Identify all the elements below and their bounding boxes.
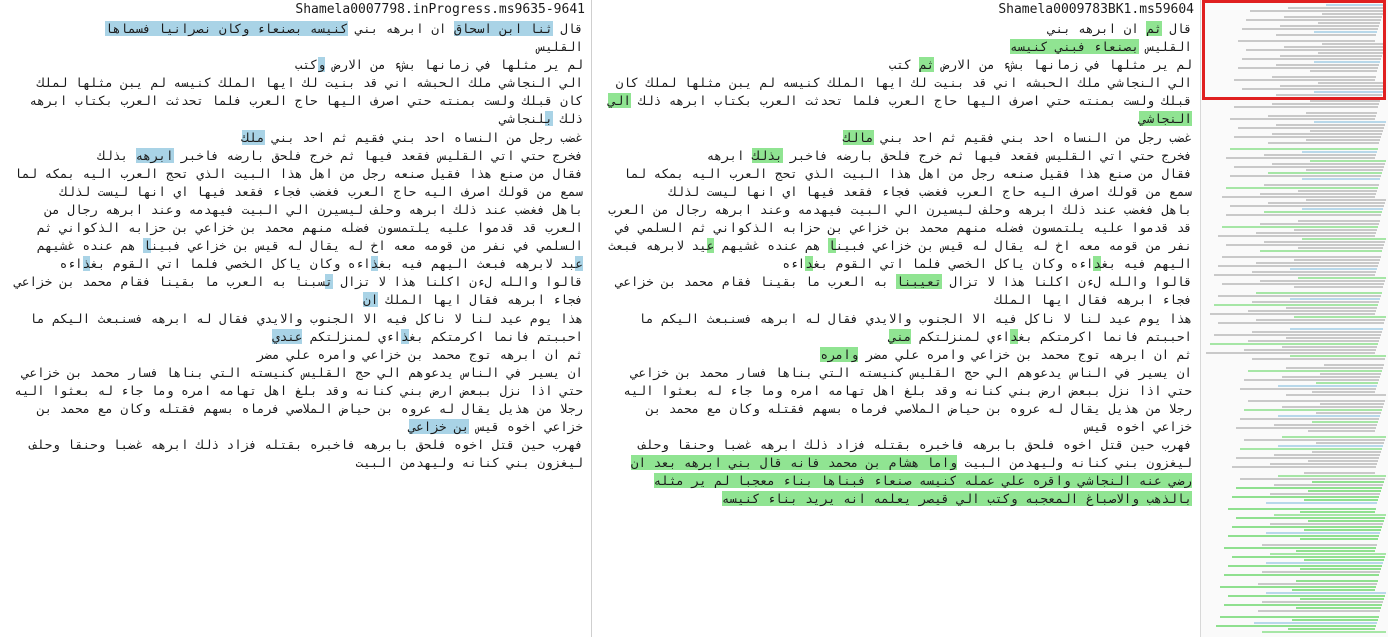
highlighted-segment: واما هشام بن محمد فانه قال بني ابرهه بعد ان رضي عنه النجاشي واقره علي عمله كنيسه صنعاء فبناها بناء معجبا لم ير مثله بالذهب والاصباغ المعجبه وكتب الي قيصر يعلمه انه يريد بناء كنيسه (630, 455, 1192, 507)
text-paragraph (8, 165, 583, 201)
minimap-line (1252, 358, 1385, 360)
minimap-line (1274, 484, 1383, 486)
minimap-line (1226, 157, 1375, 159)
highlighted-segment: ثم (919, 57, 935, 73)
text-segment: الي النجاشي ملك الحبشه اني قد بنيت لك ايها الملك كنيسه لم يبن مثلها لملك كان قبلك ولست بمنته حتي اصرف اليها حاج العرب فلما تحدثت العرب بكتاب ابرهه ذلك (615, 75, 1192, 109)
minimap-line (1306, 199, 1386, 201)
minimap-line (1312, 391, 1375, 393)
minimap-line (1228, 535, 1379, 537)
minimap-line (1278, 475, 1386, 477)
minimap-line (1308, 490, 1381, 492)
minimap-line (1252, 331, 1382, 333)
text-segment: كتب (294, 57, 318, 73)
minimap-line (1308, 520, 1384, 522)
minimap-line (1302, 208, 1383, 210)
text-segment: فقال من صنع هذا فقيل صنعه رجل من اهل هذا البيت الذي تحج العرب اليه بمكه لما سمع من قولك اصرف اليه حاج العرب فغضب فجاء فقعد فيها اي انها ليست لذلك (14, 165, 583, 199)
text-segment: هذا يوم عيد لنا لا ناكل فيه الا الجنوب والايدي فقال له ابرهه فسنبعث اليكم ما احببتم فانما اكرمتكم بغ (638, 310, 1192, 344)
minimap-line (1234, 166, 1384, 168)
highlighted-segment: ب (545, 111, 553, 127)
text-segment: اءي لمنزلتكم (302, 328, 402, 344)
text-paragraph (8, 273, 583, 309)
text-segment: لم ير مثلها في زمانها بشء من الارض (934, 57, 1192, 73)
text-segment: ان ابرهه بني (347, 21, 455, 36)
text-paragraph (8, 20, 583, 38)
minimap-line (1316, 412, 1381, 414)
minimap-line (1286, 337, 1380, 339)
right-text-pane[interactable] (593, 0, 1200, 637)
text-segment: باهل فغضب عند ذلك ابرهه وحلف ليسيرن الي البيت فيهدمه وعند ابرهه رجال من العرب قد قدموا عليه يلتمسون فضله منهم محمد بن خزاعي بن حزابه الذكواني ثم السلمي في نفر من قومه معه اخ له يقال له قيس بن خزاعي فبين (37, 201, 583, 254)
minimap-line (1288, 628, 1375, 630)
text-paragraph (601, 310, 1192, 346)
minimap-line (1296, 580, 1378, 582)
text-segment: هم عنده غشيهم (37, 238, 144, 254)
left-file-title: Shamela0007798.inProgress.ms9635-9641 (295, 2, 585, 17)
minimap-line (1266, 502, 1377, 504)
minimap-line (1312, 421, 1378, 423)
minimap-line (1248, 400, 1385, 402)
text-paragraph (8, 74, 583, 128)
minimap-line (1272, 133, 1382, 135)
minimap-line (1236, 517, 1385, 519)
minimap-line (1214, 274, 1375, 276)
minimap-line (1214, 304, 1378, 306)
minimap-line (1304, 472, 1375, 474)
text-segment: فخرج حتي اتي القليس فقعد فيها ثم خرج فلحق بارضه فاخبر (782, 147, 1192, 163)
minimap-line (1232, 526, 1382, 528)
minimap-line (1302, 238, 1386, 240)
text-segment: اءه وكان ياكل الخصي فلما اتي القوم بغ (90, 256, 371, 272)
text-segment: يد لابرهه فبعث اليهم فيه بغ (608, 238, 1192, 272)
text-paragraph (8, 364, 583, 436)
text-segment: قالوا والله لءن اكلنا هذا لا تزال (941, 274, 1192, 290)
text-paragraph (601, 364, 1192, 436)
minimap-line (1258, 583, 1377, 585)
minimap-line (1210, 343, 1378, 345)
minimap-line (1266, 562, 1383, 564)
text-segment: باهل فغضب عند ذلك ابرهه وحلف ليسيرن الي البيت فيهدمه وعند ابرهه رجال من العرب قد قدموا عليه يلتمسون فضله منهم محمد بن خزاعي بن حزابه الذكواني ثم السلمي في نفر من قومه معه اخ له يقال له قيس بن خزاعي فبين (608, 201, 1192, 254)
text-segment: ابرهه (706, 147, 753, 163)
text-segment: الي النجاشي ملك الحبشه اني قد بنيت لك ايها الملك كنيسه لم يبن مثلها لملك كان قبلك ولست بمنته حتي اصرف اليها حاج العرب فلما تحدثت العرب بكتاب ابرهه ذلك (29, 75, 583, 127)
text-segment: ثم ان ابرهه توج محمد بن خزاعي وامره علي مضر (858, 346, 1192, 362)
minimap-line (1218, 265, 1378, 267)
minimap-line (1310, 100, 1380, 102)
text-segment: قالوا والله لءن اكلنا هذا لا تزال (332, 274, 583, 290)
text-paragraph (601, 165, 1192, 201)
minimap-line (1232, 496, 1379, 498)
minimap-line (1266, 592, 1386, 594)
text-segment: قال (1161, 21, 1192, 36)
minimap-line (1236, 487, 1382, 489)
highlighted-segment: ع (575, 256, 583, 272)
minimap-line (1292, 589, 1375, 591)
minimap-line (1292, 619, 1378, 621)
minimap-line (1268, 115, 1376, 117)
text-segment: فقال من صنع هذا فقيل صنعه رجل من اهل هذا البيت الذي تحج العرب اليه بمكه لما سمع من قولك اصرف اليه حاج العرب فغضب فجاء فقعد فيها اي انها ليست لذلك (623, 165, 1192, 199)
highlighted-segment: بن خزاعي (408, 419, 470, 435)
minimap-line (1238, 127, 1384, 129)
text-paragraph (8, 147, 583, 165)
minimap-line (1260, 250, 1382, 252)
text-paragraph (8, 346, 583, 364)
minimap-line (1264, 241, 1385, 243)
minimap-line (1270, 523, 1383, 525)
text-segment: ان ابرهه بني (1047, 21, 1147, 36)
highlighted-segment: ثنا ابن اسحاق (454, 21, 553, 36)
text-segment: اءه (59, 256, 83, 272)
highlighted-segment: ان (363, 292, 379, 308)
minimap-line (1244, 379, 1379, 381)
minimap-line (1268, 142, 1379, 144)
minimap-line (1254, 622, 1377, 624)
minimap-line (1270, 553, 1386, 555)
minimap-line (1244, 439, 1385, 441)
minimap-line (1302, 151, 1377, 153)
minimap-line (1226, 244, 1384, 246)
minimap-line (1248, 370, 1382, 372)
left-text-pane[interactable] (0, 0, 592, 637)
text-segment: فخرج حتي اتي القليس فقعد فيها ثم خرج فلحق بارضه فاخبر (173, 147, 583, 163)
document-minimap[interactable] (1200, 0, 1388, 637)
minimap-line (1262, 631, 1386, 633)
minimap-line (1282, 406, 1383, 408)
text-segment: ان يسير في الناس يدعوهم الي حج القليس كنيسته التي بناها فسار محمد بن خزاعي حتي اذا نزل ببعض ارض بني كنانه وقد بلغ اهل تهامه امره وما جاء له بعثوا اليه رجلا من هذيل يقال له عروه بن حياض الملاصي فرماه بسهم فقتله وكان مع محمد بن خزاعي اخوه قيس (623, 364, 1192, 435)
text-paragraph (601, 74, 1192, 128)
minimap-line (1264, 211, 1382, 213)
text-segment: فهرب حين قتل اخوه فلحق بابرهه فاخبره بقتله فزاد ذلك ابرهه غضبا وحنقا وحلف ليغزون بني كنانه وليهدمن البيت (638, 437, 1192, 471)
minimap-line (1228, 508, 1376, 510)
minimap-line (1278, 385, 1377, 387)
minimap-line (1266, 532, 1380, 534)
minimap-line (1306, 139, 1380, 141)
minimap-line (1262, 544, 1377, 546)
minimap-line (1232, 556, 1385, 558)
minimap-line (1236, 427, 1376, 429)
text-paragraph (601, 201, 1192, 273)
text-paragraph (601, 129, 1192, 147)
minimap-line (1222, 226, 1378, 228)
text-segment: كتب (888, 57, 920, 73)
minimap-line (1240, 448, 1382, 450)
minimap-line (1282, 346, 1377, 348)
highlighted-segment: ت (325, 274, 333, 290)
minimap-line (1220, 586, 1376, 588)
minimap-line (1270, 493, 1380, 495)
minimap-line (1294, 259, 1380, 261)
minimap-line (1230, 118, 1375, 120)
text-segment: هم عنده غشيهم (714, 238, 829, 254)
minimap-line (1312, 481, 1384, 483)
text-segment: بد لابرهه فبعث اليهم فيه بغ (378, 256, 576, 272)
minimap-line (1218, 322, 1384, 324)
text-segment: ثم ان ابرهه توج محمد بن خزاعي وامره علي مضر (256, 346, 583, 362)
minimap-line (1224, 574, 1379, 576)
highlighted-segment: تعيبنا (896, 274, 942, 290)
minimap-line (1294, 316, 1386, 318)
minimap-line (1264, 184, 1379, 186)
highlighted-segment: ذ (82, 256, 91, 272)
minimap-line (1290, 298, 1380, 300)
minimap-line (1312, 451, 1381, 453)
minimap-line (1286, 307, 1377, 309)
highlighted-segment: ملك (241, 129, 265, 145)
minimap-line (1226, 214, 1381, 216)
minimap-line (1230, 205, 1384, 207)
minimap-line (1316, 382, 1378, 384)
highlighted-segment: ذ (401, 328, 409, 344)
highlighted-segment: عندي (272, 328, 303, 344)
minimap-line (1228, 565, 1382, 567)
minimap-line (1308, 460, 1378, 462)
minimap-line (1310, 130, 1383, 132)
minimap-line (1224, 547, 1376, 549)
minimap-line (1274, 424, 1377, 426)
minimap-line (1260, 223, 1379, 225)
minimap-line (1306, 112, 1377, 114)
minimap-line (1206, 352, 1375, 354)
minimap-line (1224, 604, 1382, 606)
minimap-line (1256, 292, 1382, 294)
minimap-line (1244, 349, 1376, 351)
minimap-line (1296, 550, 1375, 552)
text-paragraph (601, 38, 1192, 56)
minimap-line (1272, 103, 1379, 105)
minimap-line (1316, 442, 1384, 444)
minimap-line (1222, 283, 1384, 285)
minimap-line (1294, 286, 1383, 288)
minimap-line (1290, 328, 1383, 330)
minimap-line (1210, 313, 1375, 315)
minimap-line (1236, 457, 1379, 459)
minimap-line (1298, 277, 1386, 279)
minimap-line (1264, 154, 1376, 156)
text-paragraph (8, 310, 583, 346)
minimap-line (1228, 595, 1385, 597)
highlighted-segment: وامره (820, 346, 859, 362)
text-segment: قال (552, 21, 583, 36)
highlighted-segment: ا (828, 238, 836, 254)
text-paragraph (601, 56, 1192, 74)
highlighted-segment: ا (143, 238, 151, 254)
text-paragraph (8, 129, 583, 147)
highlighted-segment: د (805, 256, 813, 272)
minimap-line (1258, 610, 1380, 612)
minimap-line (1240, 388, 1376, 390)
minimap-line (1256, 232, 1376, 234)
text-paragraph (8, 38, 583, 56)
minimap-line (1304, 499, 1378, 501)
text-segment: لنجاشي (499, 111, 546, 127)
minimap-line (1274, 454, 1380, 456)
minimap-line (1216, 625, 1376, 627)
minimap-line (1310, 160, 1386, 162)
text-segment: اءي لمنزلتكم (911, 328, 1011, 344)
minimap-line (1234, 106, 1378, 108)
text-segment: اءه (782, 256, 806, 272)
text-paragraph (601, 147, 1192, 165)
minimap-line (1314, 121, 1386, 123)
highlighted-segment: ع (706, 238, 715, 254)
text-paragraph (601, 273, 1192, 309)
minimap-line (1300, 538, 1378, 540)
highlighted-segment: بصنعاء فبني كنيسه (1010, 39, 1139, 55)
minimap-line (1230, 175, 1381, 177)
minimap-line (1240, 478, 1385, 480)
text-segment: لم ير مثلها في زمانها بشء من الارض (325, 57, 583, 73)
highlighted-segment: د (1010, 328, 1018, 344)
minimap-line (1300, 598, 1384, 600)
highlighted-segment: كنيسه بصنعاء وكان نصرانيا فسماها (105, 21, 348, 36)
minimap-line (1268, 202, 1385, 204)
text-paragraph (601, 20, 1192, 38)
text-segment: القليس (1138, 39, 1192, 55)
text-paragraph (8, 56, 583, 74)
minimap-line (1248, 310, 1376, 312)
right-text-body (601, 20, 1192, 509)
minimap-line (1240, 418, 1379, 420)
highlighted-segment: مني (888, 328, 912, 344)
minimap-line (1286, 367, 1383, 369)
minimap-line (1218, 295, 1381, 297)
highlighted-segment: ثم (1146, 21, 1162, 36)
minimap-line (1278, 445, 1383, 447)
text-segment: القليس (537, 39, 583, 55)
minimap-line (1308, 430, 1375, 432)
minimap-line (1290, 268, 1377, 270)
minimap-line (1298, 220, 1380, 222)
minimap-line (1222, 256, 1381, 258)
minimap-line (1290, 355, 1386, 357)
text-paragraph (8, 436, 583, 472)
minimap-line (1218, 235, 1375, 237)
minimap-viewport-indicator[interactable] (1202, 0, 1386, 100)
minimap-line (1232, 466, 1376, 468)
minimap-line (1274, 514, 1386, 516)
minimap-line (1320, 373, 1381, 375)
minimap-line (1244, 409, 1382, 411)
highlighted-segment: بذلك (752, 147, 783, 163)
minimap-line (1324, 364, 1384, 366)
text-segment: بذلك (97, 147, 136, 163)
minimap-line (1222, 196, 1375, 198)
text-paragraph (8, 201, 583, 273)
minimap-line (1252, 271, 1376, 273)
highlighted-segment: الي النجاشي (608, 93, 1192, 127)
minimap-line (1234, 136, 1381, 138)
minimap-line (1268, 172, 1382, 174)
text-segment: فهرب حين قتل اخوه فلحق بابرهه فاخبره بقتله فزاد ذلك ابرهه غضبا وحنقا وحلف ليغزون بني كنانه وليهدمن البيت (29, 437, 583, 471)
text-segment: هذا يوم عيد لنا لا ناكل فيه الا الجنوب والايدي فقال له ابرهه فسنبعث اليكم ما احببتم فانما اكرمتكم بغ (29, 310, 583, 344)
minimap-line (1282, 376, 1380, 378)
text-segment: اءه وكان ياكل الخصي فلما اتي القوم بغ (812, 256, 1094, 272)
minimap-line (1256, 319, 1385, 321)
highlighted-segment: مالك (843, 129, 874, 145)
text-segment: غضب رجل من النساه احد بني فقيم ثم احد بني (873, 129, 1192, 145)
minimap-line (1306, 169, 1383, 171)
text-segment: ان يسير في الناس يدعوهم الي حج القليس كنيسته التي بناها فسار محمد بن خزاعي حتي اذا نزل ببعض ارض بني كنانه وقد بلغ اهل تهامه امره وما جاء له بعثوا اليه رجلا من هذيل يقال له عروه بن حياض الملاصي فرماه بسهم فقتله وكان مع محمد بن خزاعي اخوه قيس (14, 364, 583, 435)
minimap-line (1272, 163, 1385, 165)
highlighted-segment: و (317, 57, 326, 73)
minimap-line (1282, 436, 1386, 438)
text-paragraph (601, 346, 1192, 364)
minimap-line (1256, 262, 1379, 264)
minimap-line (1320, 403, 1384, 405)
minimap-line (1298, 247, 1383, 249)
minimap-line (1304, 529, 1381, 531)
text-paragraph (601, 436, 1192, 508)
minimap-line (1300, 568, 1381, 570)
minimap-line (1304, 559, 1384, 561)
text-segment: غضب رجل من النساه احد بني فقيم ثم احد بني (264, 129, 583, 145)
highlighted-segment: د (1093, 256, 1101, 272)
minimap-line (1214, 334, 1381, 336)
highlighted-segment: ابرهه (135, 147, 174, 163)
minimap-line (1278, 415, 1380, 417)
minimap-line (1262, 571, 1380, 573)
left-text-body (8, 20, 583, 472)
minimap-line (1252, 301, 1379, 303)
minimap-line (1220, 616, 1379, 618)
minimap-line (1298, 190, 1377, 192)
minimap-line (1296, 607, 1381, 609)
minimap-line (1286, 394, 1386, 396)
highlighted-segment: ذ (370, 256, 379, 272)
minimap-line (1262, 601, 1383, 603)
text-segment: به العرب ما بقينا فقام محمد بن خزاعي فجاء ابرهه فقال ايها الملك (615, 274, 1192, 308)
minimap-line (1294, 229, 1377, 231)
text-segment: سبنا به العرب ما بقينا فقام محمد بن خزاعي فجاء ابرهه فقال ايها الملك (14, 274, 583, 308)
minimap-line (1230, 148, 1378, 150)
minimap-line (1260, 193, 1376, 195)
minimap-line (1302, 178, 1380, 180)
minimap-line (1226, 187, 1378, 189)
minimap-line (1300, 511, 1375, 513)
minimap-line (1270, 463, 1377, 465)
right-file-title: Shamela0009783BK1.ms59604 (998, 2, 1194, 17)
minimap-line (1260, 280, 1385, 282)
minimap-line (1276, 124, 1385, 126)
minimap-line (1248, 340, 1379, 342)
